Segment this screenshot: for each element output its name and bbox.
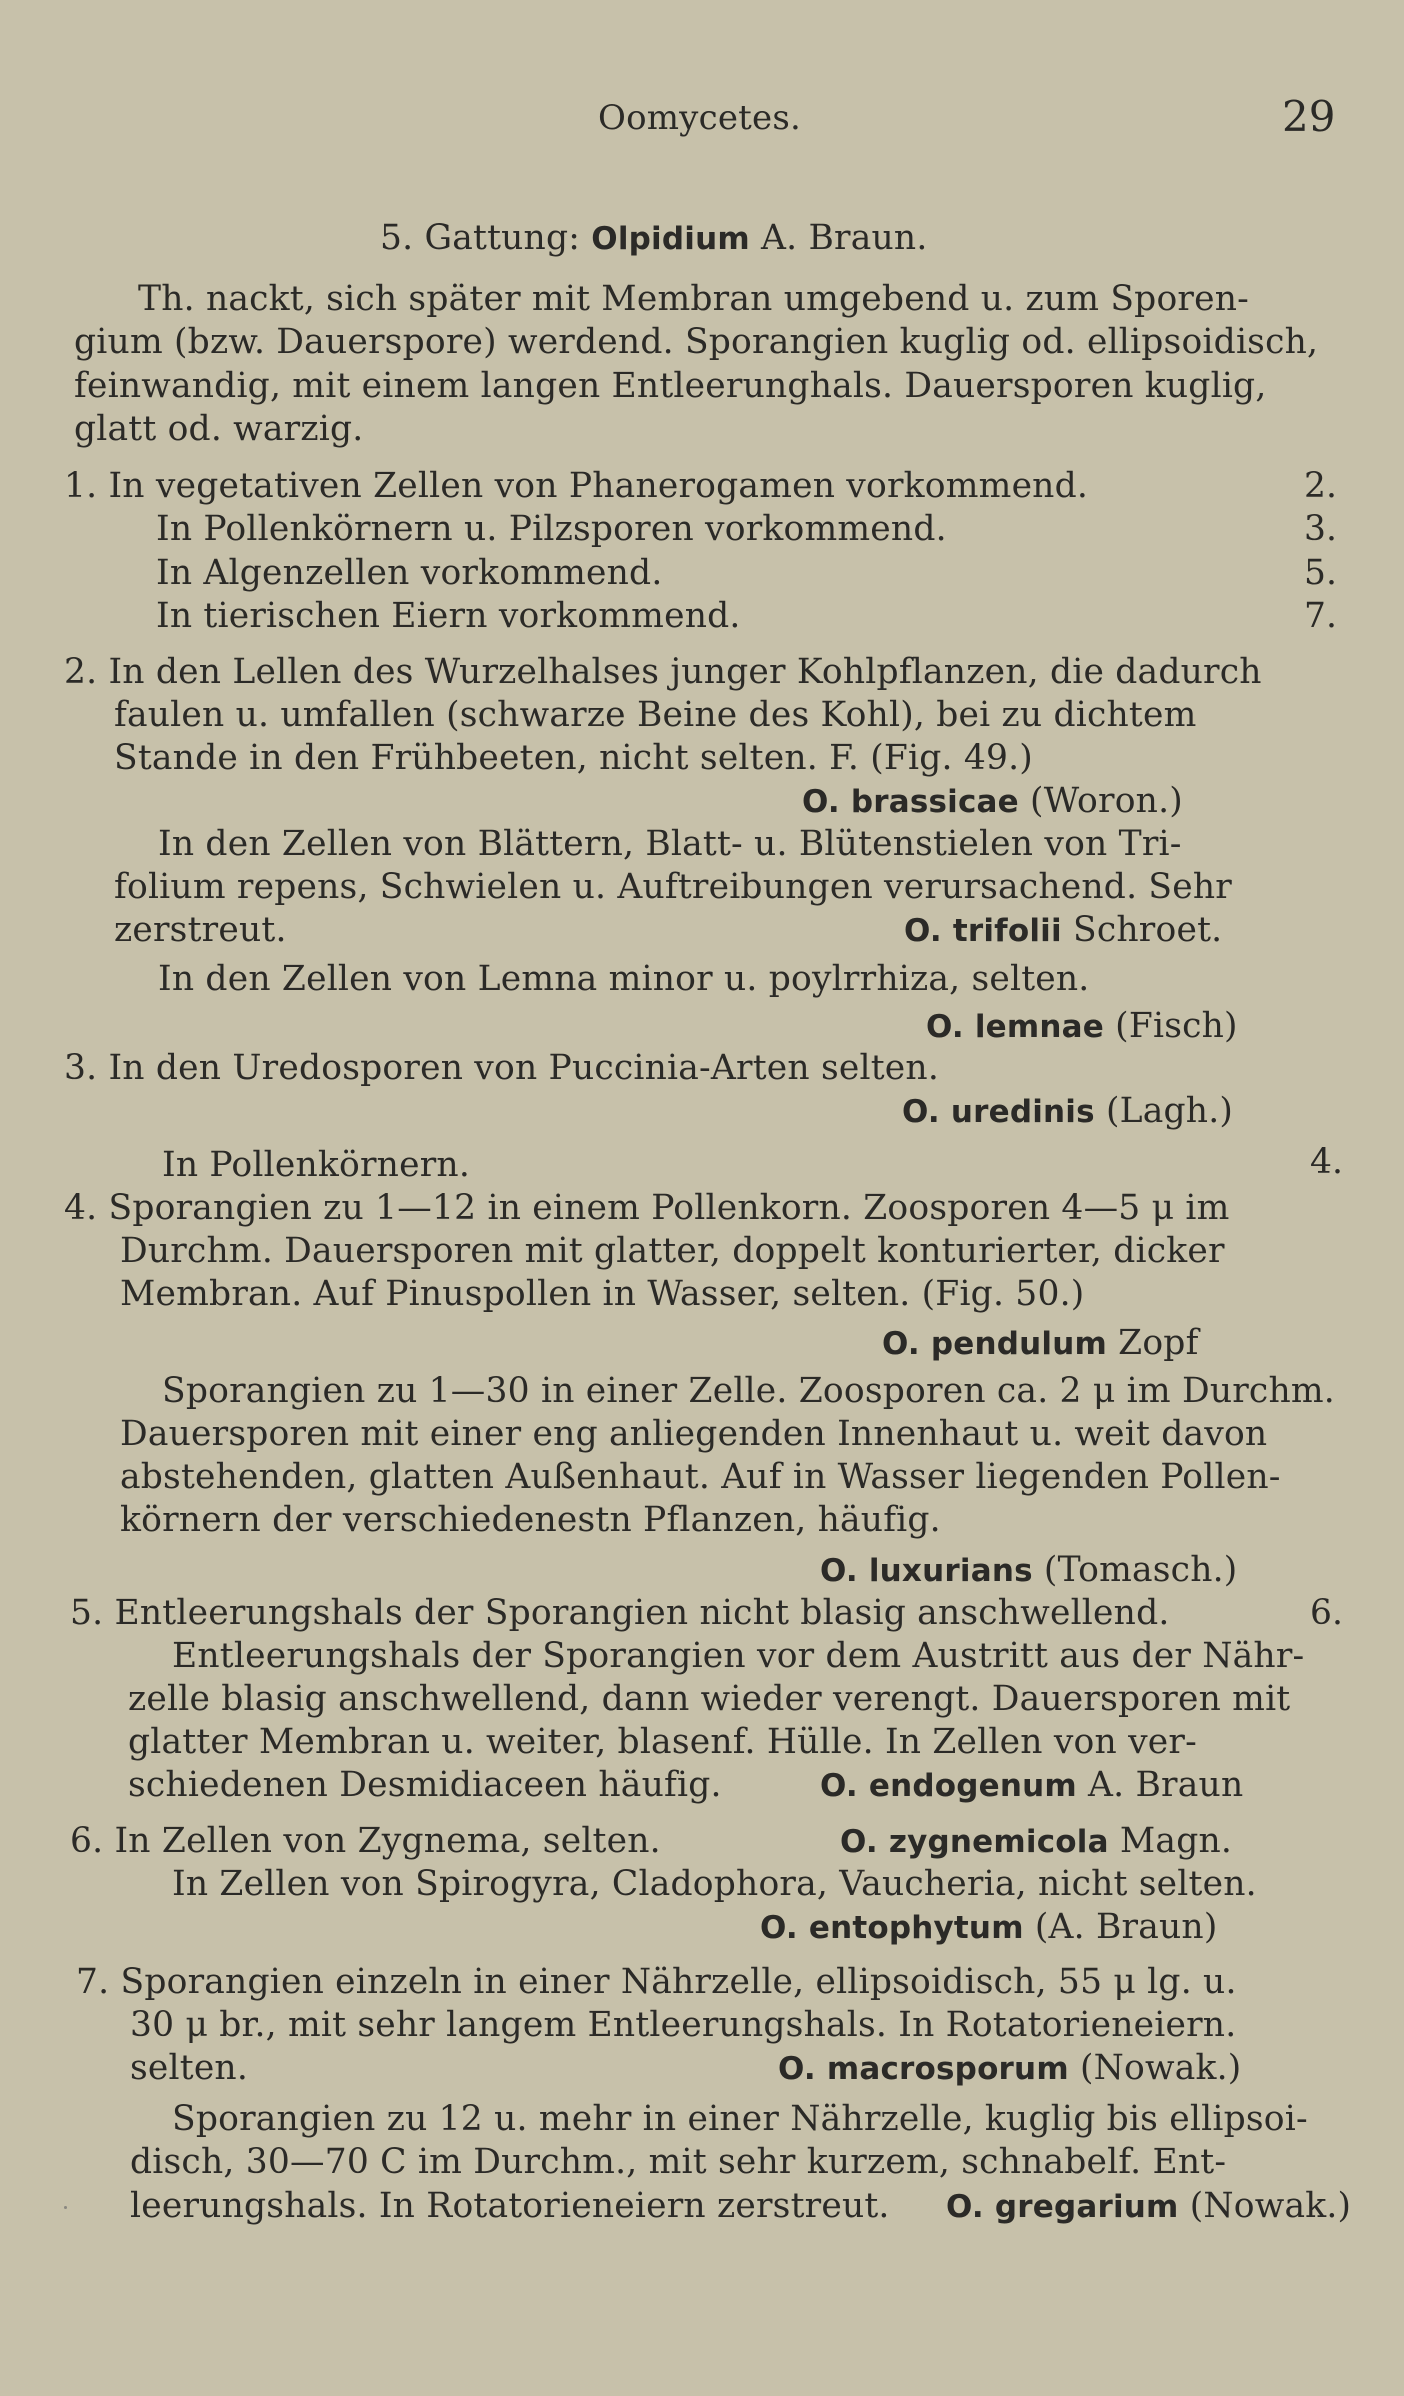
key-line: Membran. Auf Pinuspollen in Wasser, selten. (Fig. 50.) bbox=[120, 1274, 1085, 1314]
key-line: 7. Sporangien einzeln in einer Nährzelle, ellipsoidisch, 55 μ lg. u. bbox=[76, 1962, 1237, 2002]
key-line: leerungshals. In Rotatorieneiern zerstreut. bbox=[130, 2186, 890, 2226]
description-line: gium (bzw. Dauerspore) werdend. Sporangien kuglig od. ellipsoidisch, bbox=[74, 322, 1319, 362]
margin-speck bbox=[64, 2206, 67, 2209]
key-line: abstehenden, glatten Außenhaut. Auf in Wasser liegenden Pollen- bbox=[120, 1457, 1281, 1497]
genus-name: Olpidium bbox=[591, 221, 750, 257]
species-author: Zopf bbox=[1106, 1323, 1199, 1363]
species-name bbox=[904, 908, 1222, 953]
key-line: In Pollenkörnern u. Pilzsporen vorkommend. bbox=[156, 509, 947, 549]
species-binomial: O. entophytum bbox=[760, 1910, 1024, 1946]
species-name bbox=[820, 1548, 1237, 1593]
species-binomial: O. trifolii bbox=[904, 913, 1062, 949]
species-author: (Tomasch.) bbox=[1032, 1550, 1238, 1590]
species-binomial: O. pendulum bbox=[882, 1326, 1107, 1362]
species-author: (Nowak.) bbox=[1178, 2186, 1352, 2226]
page-number: 29 bbox=[1282, 92, 1336, 141]
key-line: zelle blasig anschwellend, dann wieder verengt. Dauersporen mit bbox=[128, 1679, 1291, 1719]
key-line: 3. In den Uredosporen von Puccinia-Arten selten. bbox=[64, 1048, 940, 1088]
species-name bbox=[902, 1089, 1233, 1134]
species-author: A. Braun bbox=[1076, 1765, 1244, 1805]
key-line: 4. Sporangien zu 1—12 in einem Pollenkorn. Zoosporen 4—5 μ im bbox=[64, 1188, 1230, 1228]
key-lead-number: 2. bbox=[1304, 466, 1337, 506]
key-line: 30 μ br., mit sehr langem Entleerungshals. In Rotatorieneiern. bbox=[130, 2005, 1237, 2045]
description-line: glatt od. warzig. bbox=[74, 409, 364, 449]
species-author: (A. Braun) bbox=[1023, 1907, 1218, 1947]
key-line: faulen u. umfallen (schwarze Beine des Kohl), bei zu dichtem bbox=[114, 695, 1197, 735]
species-name bbox=[820, 1763, 1243, 1808]
species-binomial: O. macrosporum bbox=[778, 2051, 1069, 2087]
key-lead-number: 4. bbox=[1310, 1142, 1343, 1182]
key-line: folium repens, Schwielen u. Auftreibungen verursachend. Sehr bbox=[114, 867, 1232, 907]
key-line: Stande in den Frühbeeten, nicht selten. F. (Fig. 49.) bbox=[114, 738, 1033, 778]
species-author: (Nowak.) bbox=[1068, 2048, 1242, 2088]
key-line: schiedenen Desmidiaceen häufig. bbox=[128, 1765, 722, 1805]
description-line: feinwandig, mit einem langen Entleerunghals. Dauersporen kuglig, bbox=[74, 366, 1267, 406]
species-binomial: O. brassicae bbox=[802, 784, 1019, 820]
key-line: disch, 30—70 C im Durchm., mit sehr kurzem, schnabelf. Ent- bbox=[130, 2142, 1227, 2182]
key-line: 2. In den Lellen des Wurzelhalses junger Kohlpflanzen, die dadurch bbox=[64, 652, 1262, 692]
key-line: zerstreut. bbox=[114, 910, 287, 950]
key-line: körnern der verschiedenestn Pflanzen, häufig. bbox=[120, 1500, 941, 1540]
genus-heading bbox=[380, 216, 928, 261]
genus-prefix: 5. Gattung: bbox=[380, 218, 592, 258]
species-binomial: O. gregarium bbox=[946, 2189, 1179, 2225]
species-name bbox=[840, 1819, 1232, 1864]
species-binomial: O. luxurians bbox=[820, 1553, 1033, 1589]
species-author: (Woron.) bbox=[1018, 781, 1183, 821]
key-line: In tierischen Eiern vorkommend. bbox=[156, 596, 741, 636]
species-name bbox=[882, 1321, 1199, 1366]
species-name bbox=[926, 1004, 1238, 1049]
species-name bbox=[946, 2184, 1351, 2229]
key-line: 1. In vegetativen Zellen von Phanerogamen vorkommend. bbox=[64, 466, 1089, 506]
genus-author: A. Braun. bbox=[749, 218, 928, 258]
species-binomial: O. uredinis bbox=[902, 1094, 1095, 1130]
species-binomial: O. lemnae bbox=[926, 1009, 1105, 1045]
description-line: Th. nackt, sich später mit Membran umgebend u. zum Sporen- bbox=[138, 279, 1250, 319]
key-line: glatter Membran u. weiter, blasenf. Hülle. In Zellen von ver- bbox=[128, 1722, 1197, 1762]
running-title: Oomycetes. bbox=[598, 98, 801, 138]
species-author: Magn. bbox=[1108, 1821, 1233, 1861]
key-line: Dauersporen mit einer eng anliegenden Innenhaut u. weit davon bbox=[120, 1414, 1268, 1454]
key-lead-number: 5. bbox=[1304, 553, 1337, 593]
key-line: In den Zellen von Lemna minor u. poylrrhiza, selten. bbox=[158, 959, 1090, 999]
key-line: Durchm. Dauersporen mit glatter, doppelt konturierter, dicker bbox=[120, 1231, 1225, 1271]
species-author: (Fisch) bbox=[1104, 1006, 1238, 1046]
key-line: 6. In Zellen von Zygnema, selten. bbox=[70, 1821, 661, 1861]
key-line: In Zellen von Spirogyra, Cladophora, Vaucheria, nicht selten. bbox=[172, 1864, 1257, 1904]
species-name bbox=[760, 1905, 1218, 1950]
species-binomial: O. zygnemicola bbox=[840, 1824, 1109, 1860]
species-author: (Lagh.) bbox=[1094, 1091, 1234, 1131]
key-line: Entleerungshals der Sporangien vor dem Austritt aus der Nähr- bbox=[172, 1636, 1305, 1676]
key-line: In Algenzellen vorkommend. bbox=[156, 553, 663, 593]
species-name bbox=[802, 779, 1183, 824]
species-author: Schroet. bbox=[1061, 910, 1223, 950]
species-name bbox=[778, 2046, 1241, 2091]
key-lead-number: 6. bbox=[1310, 1593, 1343, 1633]
key-line: In Pollenkörnern. bbox=[162, 1145, 470, 1185]
key-lead-number: 3. bbox=[1304, 509, 1337, 549]
key-line: selten. bbox=[130, 2048, 249, 2088]
key-line: 5. Entleerungshals der Sporangien nicht blasig anschwellend. bbox=[70, 1593, 1170, 1633]
key-lead-number: 7. bbox=[1304, 596, 1337, 636]
key-line: In den Zellen von Blättern, Blatt- u. Blütenstielen von Tri- bbox=[158, 824, 1182, 864]
key-line: Sporangien zu 12 u. mehr in einer Nährzelle, kuglig bis ellipsoi- bbox=[172, 2099, 1308, 2139]
species-binomial: O. endogenum bbox=[820, 1768, 1077, 1804]
key-line: Sporangien zu 1—30 in einer Zelle. Zoosporen ca. 2 μ im Durchm. bbox=[162, 1371, 1335, 1411]
